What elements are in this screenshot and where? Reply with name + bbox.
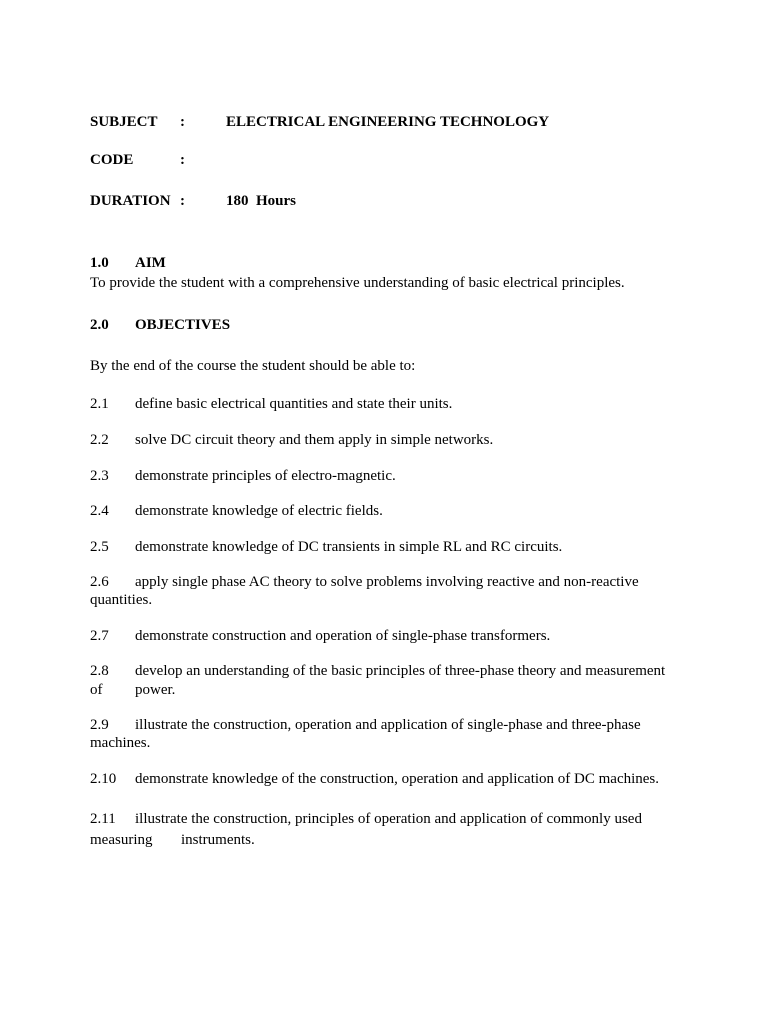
objective-number: 2.8 [90,663,109,679]
objective-text: demonstrate principles of electro-magnetic. [135,468,396,484]
objective-text-continuation: power. [135,682,176,698]
aim-number: 1.0 [90,255,109,271]
objective-text: demonstrate knowledge of DC transients in simple RL and RC circuits. [135,539,563,555]
objectives-heading: OBJECTIVES [135,317,231,333]
duration-value: 180 Hours [226,193,297,209]
subject-value: ELECTRICAL ENGINEERING TECHNOLOGY [226,114,550,130]
aim-text: To provide the student with a comprehensive understanding of basic electrical principles. [90,275,625,291]
objective-number: 2.11 [90,811,116,827]
objective-text: apply single phase AC theory to solve problems involving reactive and non-reactive [135,574,639,590]
subject-colon: : [180,114,185,130]
code-label: CODE [90,152,134,168]
duration-label: DURATION [90,193,171,209]
objective-number: 2.10 [90,771,117,787]
duration-colon: : [180,193,185,209]
objective-text-continuation: instruments. [181,832,255,848]
objective-text: demonstrate construction and operation of single-phase transformers. [135,628,551,644]
objective-number: 2.5 [90,539,109,555]
objective-text-continuation: measuring [90,832,153,848]
objective-text: demonstrate knowledge of electric fields. [135,503,383,519]
objective-number: 2.4 [90,503,109,519]
objective-text: develop an understanding of the basic principles of three-phase theory and measurement [135,663,666,679]
code-colon: : [180,152,185,168]
objectives-number: 2.0 [90,317,109,333]
objective-text: demonstrate knowledge of the construction, operation and application of DC machines. [135,771,660,787]
objective-number: 2.7 [90,628,109,644]
objective-text: illustrate the construction, principles of operation and application of commonly used [135,811,642,827]
objective-number: 2.9 [90,717,109,733]
objectives-intro: By the end of the course the student should be able to: [90,358,416,374]
aim-heading: AIM [135,255,166,271]
objective-number: 2.2 [90,432,109,448]
objective-text: illustrate the construction, operation and application of single-phase and three-phase [135,717,641,733]
objective-number: 2.3 [90,468,109,484]
objective-text: define basic electrical quantities and state their units. [135,396,453,412]
objective-number: 2.6 [90,574,109,590]
objective-text: solve DC circuit theory and them apply in simple networks. [135,432,494,448]
objective-text-continuation: of [90,682,103,698]
objective-text-continuation: machines. [90,735,151,751]
objective-text-continuation: quantities. [90,592,153,608]
subject-label: SUBJECT [90,114,158,130]
objective-number: 2.1 [90,396,109,412]
